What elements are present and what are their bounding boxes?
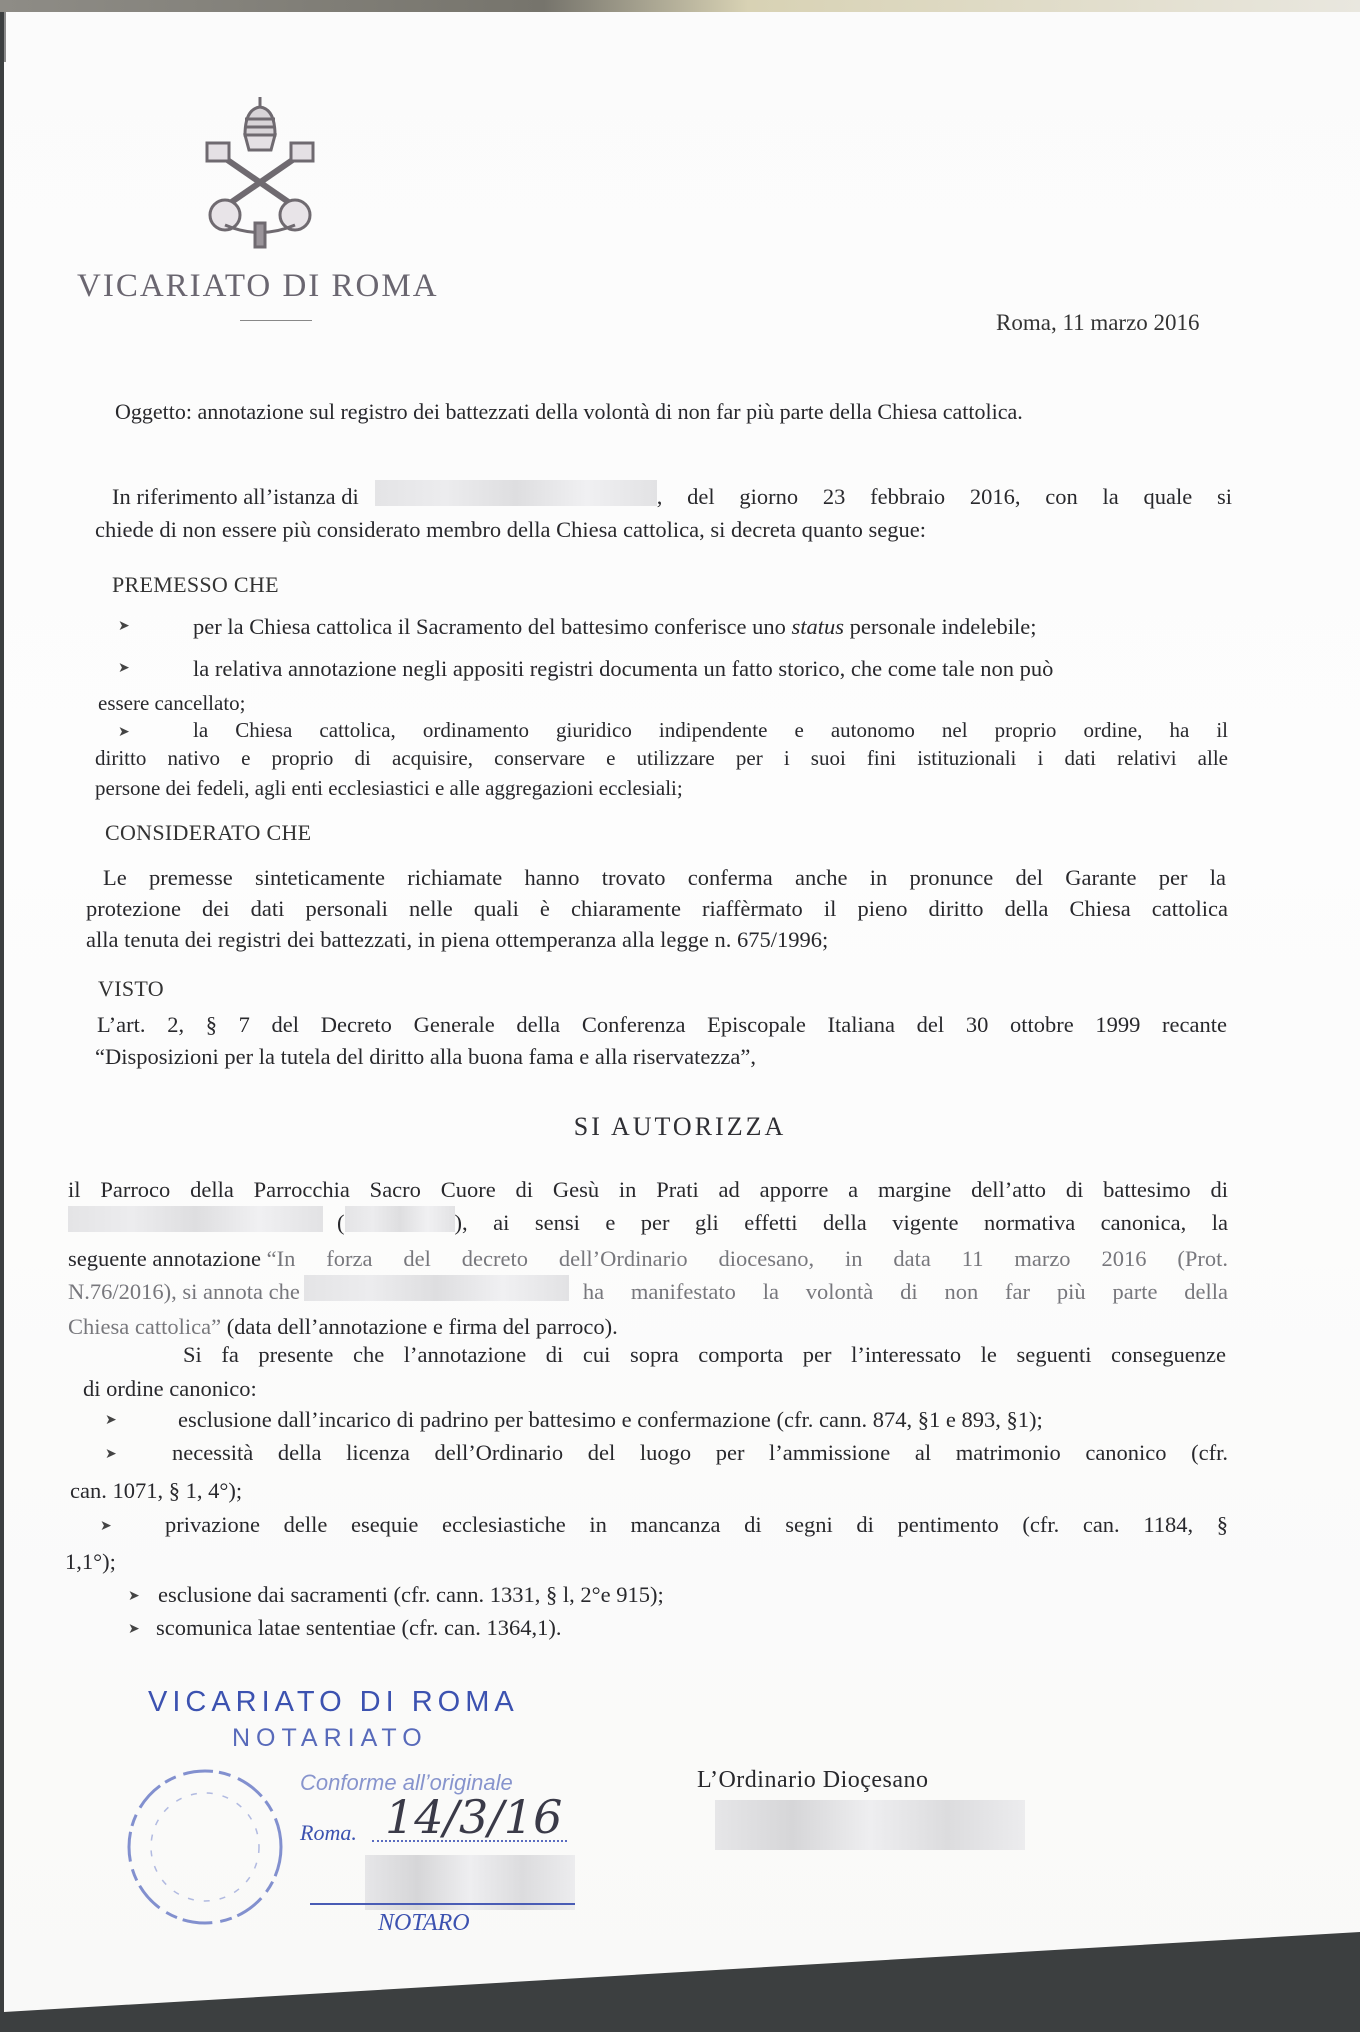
text: per la Chiesa cattolica il Sacramento del battesimo conferisce uno <box>193 614 792 639</box>
autorizza-heading: SI AUTORIZZA <box>573 1112 787 1141</box>
text: personale indelebile; <box>844 614 1037 639</box>
subject-line: Oggetto: annotazione sul registro dei battezzati della volontà di non far più parte della Chiesa cattolica. <box>115 399 1023 424</box>
consequence-item-2-line-1: necessità della licenza dell’Ordinario del luogo per l’ammissione al matrimonio canonico (cfr. <box>172 1440 1228 1465</box>
intro-line-2: chiede di non essere più considerato membro della Chiesa cattolica, si decreta quanto segue: <box>95 517 926 542</box>
visto-line-2: “Disposizioni per la tutela del diritto alla buona fama e alla riservatezza”, <box>95 1044 756 1069</box>
text: ( <box>337 1210 345 1235</box>
redacted-name <box>375 480 657 506</box>
signatory-title: L’Ordinario Dioçesano <box>697 1767 929 1793</box>
autorizza-line-4 <box>68 1275 1228 1309</box>
consequence-item-2-line-2: can. 1071, § 1, 4°); <box>70 1478 243 1503</box>
intro-text: In riferimento all’istanza di <box>112 484 359 509</box>
consequence-item-1: esclusione dall’incarico di padrino per battesimo e confermazione (cfr. cann. 874, §1 e 893, §1); <box>178 1407 1043 1432</box>
arrowhead-bullet-icon: ➤ <box>128 1622 140 1637</box>
autorizza-line-3 <box>68 1242 1228 1276</box>
considerato-line-1: Le premesse sinteticamente richiamate hanno trovato conferma anche in pronunce del Garante per la <box>103 865 1226 890</box>
arrowhead-bullet-icon: ➤ <box>118 661 130 676</box>
consequence-item-3-line-1: privazione delle esequie ecclesiastiche in mancanza di segni di pentimento (cfr. can. 1184, § <box>165 1512 1228 1537</box>
consequences-line-1: Si fa presente che l’annotazione di cui sopra comporta per l’interessato le seguenti conseguenze <box>183 1342 1226 1367</box>
annotation-text: “In forza del decreto dell’Ordinario diocesano, in data 11 marzo 2016 (Prot. <box>266 1246 1228 1271</box>
handwritten-date: 14/3/16 <box>385 1790 563 1844</box>
visto-line-1: L’art. 2, § 7 del Decreto Generale della Conferenza Episcopale Italiana del 30 ottobre 1999 recante <box>97 1012 1227 1037</box>
intro-text: , del giorno 23 febbraio 2016, con la quale si <box>656 484 1232 509</box>
arrowhead-bullet-icon: ➤ <box>105 1447 117 1462</box>
arrowhead-bullet-icon: ➤ <box>128 1589 140 1604</box>
redacted-name <box>304 1275 569 1301</box>
redacted-notary-signature <box>365 1855 575 1910</box>
organization-name: VICARIATO DI ROMA <box>77 268 439 304</box>
premesso-item-2-line-2: essere cancellato; <box>98 691 246 715</box>
premesso-heading: PREMESSO CHE <box>112 572 279 597</box>
redacted-name <box>345 1206 455 1232</box>
autorizza-line-1: il Parroco della Parrocchia Sacro Cuore di Gesù in Prati ad apporre a margine dell’atto di battesimo di <box>68 1177 1228 1202</box>
considerato-line-3: alla tenuta dei registri dei battezzati, in piena ottemperanza alla legge n. 675/1996; <box>86 927 829 952</box>
text: ), ai sensi e per gli effetti della vigente normativa canonica, la <box>454 1210 1228 1235</box>
considerato-line-2: protezione dei dati personali nelle quali è chiaramente riaffèrmato il pieno diritto della Chiesa cattolica <box>86 896 1228 921</box>
premesso-item-1 <box>193 610 1036 644</box>
redacted-name <box>68 1206 323 1232</box>
photo-left-edge <box>4 12 6 62</box>
consequence-item-5: scomunica latae sententiae (cfr. can. 1364,1). <box>156 1615 562 1640</box>
arrowhead-bullet-icon: ➤ <box>118 619 130 634</box>
consequence-item-3-line-2: 1,1°); <box>65 1549 116 1574</box>
considerato-heading: CONSIDERATO CHE <box>105 820 312 845</box>
text: (data dell’annotazione e firma del parroco). <box>221 1314 618 1339</box>
stamp-notaro: NOTARO <box>378 1910 470 1936</box>
annotation-text: ha manifestato la volontà di non far più parte della <box>582 1279 1228 1304</box>
autorizza-line-2 <box>68 1206 1228 1240</box>
intro-line-1 <box>112 480 1232 514</box>
stamp-conforme: Conforme all’originale <box>300 1770 513 1795</box>
consequences-line-2: di ordine canonico: <box>83 1376 257 1401</box>
text: seguente annotazione <box>68 1246 267 1271</box>
annotation-text: Chiesa cattolica” <box>68 1314 222 1339</box>
stamp-title: VICARIATO DI ROMA <box>148 1686 519 1718</box>
arrowhead-bullet-icon: ➤ <box>118 725 130 740</box>
document-date: Roma, 11 marzo 2016 <box>996 310 1200 335</box>
signature-line <box>310 1903 575 1905</box>
premesso-item-3-line-3: persone dei fedeli, agli enti ecclesiastici e alle aggregazioni ecclesiali; <box>95 776 683 800</box>
visto-heading: VISTO <box>98 976 164 1001</box>
premesso-item-2-line-1: la relativa annotazione negli appositi registri documenta un fatto storico, che come tale non può <box>193 656 1054 681</box>
arrowhead-bullet-icon: ➤ <box>105 1413 117 1428</box>
stamp-roma: Roma. <box>300 1820 357 1845</box>
divider <box>240 320 312 321</box>
annotation-text: N.76/2016), si annota che <box>68 1279 300 1304</box>
redacted-signatory-name <box>715 1800 1025 1850</box>
stamp-subtitle: NOTARIATO <box>232 1724 428 1752</box>
premesso-item-3-line-2: diritto nativo e proprio di acquisire, conservare e utilizzare per i suoi fini istituzionali i dati relativi alle <box>95 746 1228 770</box>
consequence-item-4: esclusione dai sacramenti (cfr. cann. 1331, § l, 2°e 915); <box>158 1582 664 1607</box>
notary-seal-icon <box>120 1762 290 1932</box>
emphasis: status <box>791 614 845 639</box>
arrowhead-bullet-icon: ➤ <box>100 1519 112 1534</box>
papal-coat-of-arms-icon <box>205 95 315 250</box>
premesso-item-3-line-1: la Chiesa cattolica, ordinamento giuridico indipendente e autonomo nel proprio ordine, ha il <box>193 718 1228 742</box>
photo-top-edge <box>0 0 1360 12</box>
